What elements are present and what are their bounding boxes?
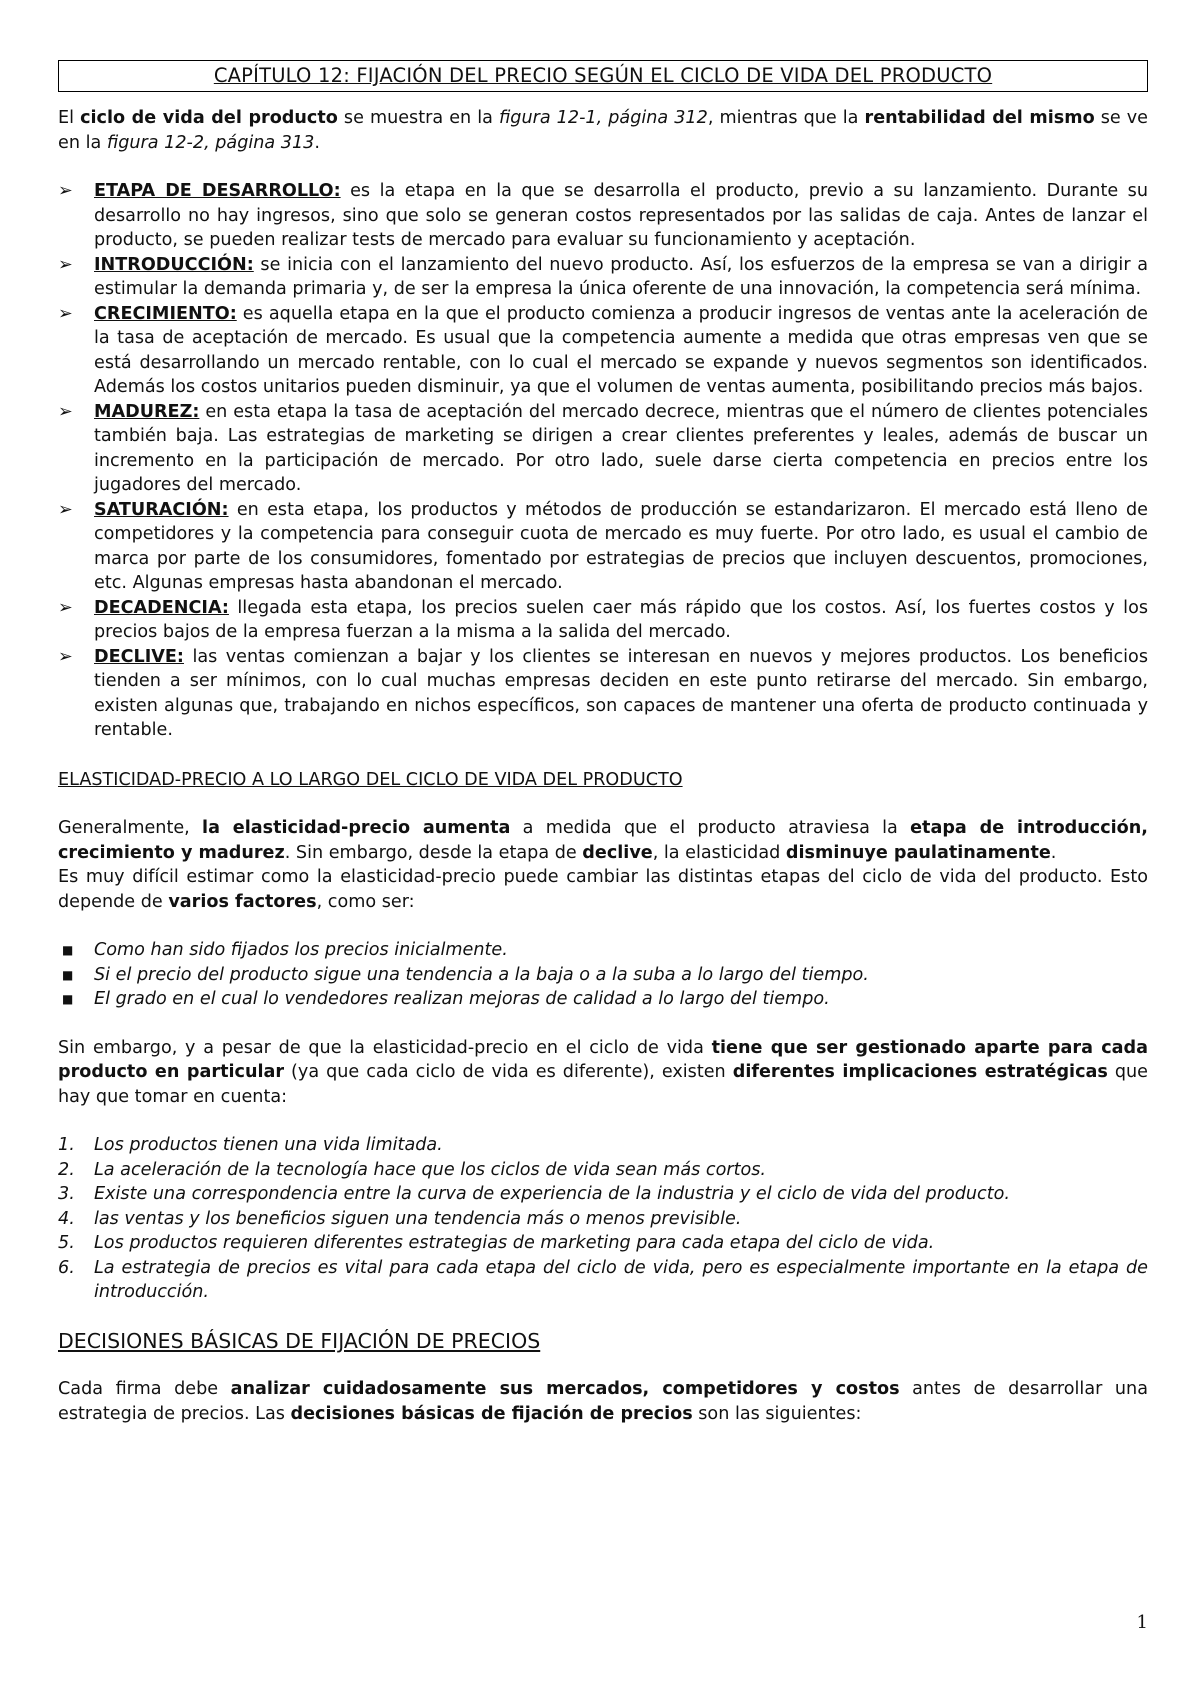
text-run: Generalmente,: [58, 818, 203, 838]
stage-label: MADUREZ:: [94, 401, 200, 422]
bold-run: rentabilidad del mismo: [864, 108, 1095, 128]
item-number: 4.: [58, 1208, 75, 1229]
italic-run: figura 12-1, página 312: [498, 108, 708, 128]
document-page: [58, 60, 1148, 1426]
implication-item: [58, 1182, 1148, 1207]
stage-item: [58, 179, 1148, 253]
intro-paragraph: [58, 106, 1148, 155]
text-run: se muestra en la: [337, 108, 499, 128]
text-run: antes de desarrollar una estrategia de precios. Las: [58, 1379, 1148, 1424]
stage-label: ETAPA DE DESARROLLO:: [94, 181, 341, 201]
elasticity-paragraph-2: [58, 865, 1148, 914]
arrow-bullet-icon: ➢: [58, 181, 73, 201]
implication-text: La aceleración de la tecnología hace que los ciclos de vida sean más cortos.: [94, 1159, 767, 1180]
square-bullet-icon: ■: [62, 992, 74, 1006]
item-number: 5.: [58, 1233, 75, 1253]
stage-label: SATURACIÓN:: [94, 499, 229, 520]
arrow-bullet-icon: ➢: [58, 303, 73, 324]
implication-item: [58, 1207, 1148, 1232]
stage-list: [58, 179, 1148, 743]
implication-item: [58, 1133, 1148, 1158]
text-run: El: [58, 108, 81, 128]
factor-text: Como han sido fijados los precios inicialmente.: [94, 940, 508, 960]
factor-list: [58, 938, 1148, 1012]
stage-label: CRECIMIENTO:: [94, 303, 237, 324]
stage-text: las ventas comienzan a bajar y los clientes se interesan en nuevos y mejores productos. Los beneficios tienden a ser mínimos, con lo cual muchas empresas deciden en este punto retirarse del mercado. Sin embargo, existen algunas que, trabajando en nichos específicos, son capaces de mantener una oferta de producto continuada y rentable.: [94, 646, 1148, 740]
stage-item: [58, 645, 1148, 743]
text-run: .: [1050, 842, 1057, 863]
text-run: , como ser:: [316, 891, 415, 912]
item-number: 6.: [58, 1257, 75, 1278]
elasticity-paragraph-1: [58, 816, 1148, 865]
stage-item: [58, 498, 1148, 596]
stage-text: en esta etapa la tasa de aceptación del mercado decrece, mientras que el número de clientes potenciales también baja. Las estrategias de marketing se dirigen a crear clientes preferentes y leales, además de buscar un incremento en la participación de mercado. Por otro lado, suele darse cierta competencia en precios entre los jugadores del mercado.: [94, 401, 1148, 495]
section-heading-decisions: DECISIONES BÁSICAS DE FIJACIÓN DE PRECIOS: [58, 1328, 541, 1353]
text-run: , mientras que la: [707, 108, 865, 128]
arrow-bullet-icon: ➢: [58, 597, 73, 618]
stage-item: [58, 302, 1148, 400]
elasticity-paragraph-3: [58, 1036, 1148, 1110]
decisions-paragraph: [58, 1377, 1148, 1426]
bold-run: varios factores: [168, 891, 317, 912]
stage-text: es la etapa en la que se desarrolla el producto, previo a su lanzamiento. Durante su desarrollo no hay ingresos, sino que solo se generan costos representados por las salidas de caja. Antes de lanzar el producto, se pueden realizar tests de mercado para evaluar su funcionamiento y aceptación.: [94, 181, 1148, 250]
item-number: 2.: [58, 1159, 75, 1180]
bold-run: declive: [582, 842, 653, 863]
stage-text: en esta etapa, los productos y métodos de producción se estandarizaron. El mercado está lleno de competidores y la competencia para conseguir cuota de mercado es muy fuerte. Por otro lado, es usual el cambio de marca por parte de los consumidores, fomentado por estrategias de precios que incluyen descuentos, promociones, etc. Algunas empresas hasta abandonan el mercado.: [94, 499, 1148, 593]
text-run: , la elasticidad: [652, 842, 786, 863]
bold-run: decisiones básicas de fijación de precios: [290, 1403, 693, 1424]
bold-run: etapa de introducción, crecimiento y madurez: [58, 818, 1148, 863]
arrow-bullet-icon: ➢: [58, 499, 73, 520]
stage-item: [58, 253, 1148, 302]
bold-run: diferentes implicaciones estratégicas: [732, 1062, 1108, 1082]
text-run: a medida que el producto atraviesa la: [510, 818, 911, 838]
text-run: (ya que cada ciclo de vida es diferente), existen: [284, 1062, 733, 1082]
implication-text: las ventas y los beneficios siguen una tendencia más o menos previsible.: [94, 1208, 742, 1229]
stage-text: llegada esta etapa, los precios suelen caer más rápido que los costos. Así, los fuertes costos y los precios bajos de la empresa fuerzan a la misma a la salida del mercado.: [94, 597, 1148, 642]
factor-item: [58, 938, 1148, 963]
square-bullet-icon: ■: [62, 967, 74, 982]
stage-label: INTRODUCCIÓN:: [94, 254, 254, 275]
factor-text: El grado en el cual lo vendedores realizan mejoras de calidad a lo largo del tiempo.: [94, 989, 830, 1009]
bold-run: tiene que ser gestionado aparte para cada producto en particular: [58, 1037, 1148, 1082]
item-number: 3.: [58, 1184, 75, 1204]
section-heading-elasticity: ELASTICIDAD-PRECIO A LO LARGO DEL CICLO DE VIDA DEL PRODUCTO: [58, 769, 683, 790]
factor-text: Si el precio del producto sigue una tendencia a la baja o a la suba a lo largo del tiempo.: [94, 964, 869, 985]
chapter-title: CAPÍTULO 12: FIJACIÓN DEL PRECIO SEGÚN EL CICLO DE VIDA DEL PRODUCTO: [58, 60, 1148, 92]
stage-text: se inicia con el lanzamiento del nuevo producto. Así, los esfuerzos de la empresa se van a dirigir a estimular la demanda primaria y, de ser la empresa la única oferente de una innovación, la competencia será mínima.: [94, 254, 1148, 299]
bold-run: disminuye paulatinamente: [785, 842, 1051, 863]
text-run: .: [314, 132, 320, 153]
stage-item: [58, 596, 1148, 645]
square-bullet-icon: ■: [62, 943, 74, 957]
text-run: se ve en la: [58, 108, 1148, 153]
italic-run: figura 12-2, página 313: [106, 132, 315, 153]
stage-item: [58, 400, 1148, 498]
stage-text: es aquella etapa en la que el producto comienza a producir ingresos de ventas ante la aceleración de la tasa de aceptación de mercado. Es usual que la competencia aumente a medida que otras empresas ven que se está desarrollando un mercado rentable, con lo cual el mercado se expande y nuevos segmentos son identificados. Además los costos unitarios pueden disminuir, ya que el volumen de ventas aumenta, posibilitando precios más bajos.: [94, 303, 1148, 397]
implication-text: Existe una correspondencia entre la curva de experiencia de la industria y el ciclo de vida del producto.: [94, 1184, 1010, 1204]
text-run: Es muy difícil estimar como la elasticidad-precio puede cambiar las distintas etapas del ciclo de vida del producto. Esto depende de: [58, 867, 1148, 912]
arrow-bullet-icon: ➢: [58, 401, 73, 422]
text-run: que hay que tomar en cuenta:: [58, 1062, 1149, 1107]
factor-item: [58, 987, 1148, 1012]
implication-item: [58, 1256, 1148, 1305]
bold-run: ciclo de vida del producto: [80, 108, 338, 128]
text-run: Cada firma debe: [58, 1379, 231, 1399]
implications-list: [58, 1133, 1148, 1305]
stage-label: DECADENCIA:: [94, 597, 229, 618]
text-run: son las siguientes:: [692, 1403, 862, 1424]
bold-run: analizar cuidadosamente sus mercados, competidores y costos: [230, 1379, 900, 1399]
stage-label: DECLIVE:: [94, 646, 184, 667]
implication-text: Los productos tienen una vida limitada.: [94, 1135, 443, 1155]
implication-item: [58, 1158, 1148, 1183]
item-number: 1.: [58, 1135, 75, 1155]
bold-run: la elasticidad-precio aumenta: [202, 818, 511, 838]
implication-text: Los productos requieren diferentes estrategias de marketing para cada etapa del ciclo de vida.: [94, 1233, 935, 1253]
arrow-bullet-icon: ➢: [58, 254, 73, 275]
arrow-bullet-icon: ➢: [58, 646, 73, 667]
page-number: 1: [1136, 1612, 1148, 1633]
implication-text: La estrategia de precios es vital para cada etapa del ciclo de vida, pero es especialmente importante en la etapa de introducción.: [94, 1257, 1148, 1302]
text-run: Sin embargo, y a pesar de que la elasticidad-precio en el ciclo de vida: [58, 1037, 712, 1058]
factor-item: [58, 963, 1148, 988]
implication-item: [58, 1231, 1148, 1256]
text-run: . Sin embargo, desde la etapa de: [284, 842, 583, 863]
